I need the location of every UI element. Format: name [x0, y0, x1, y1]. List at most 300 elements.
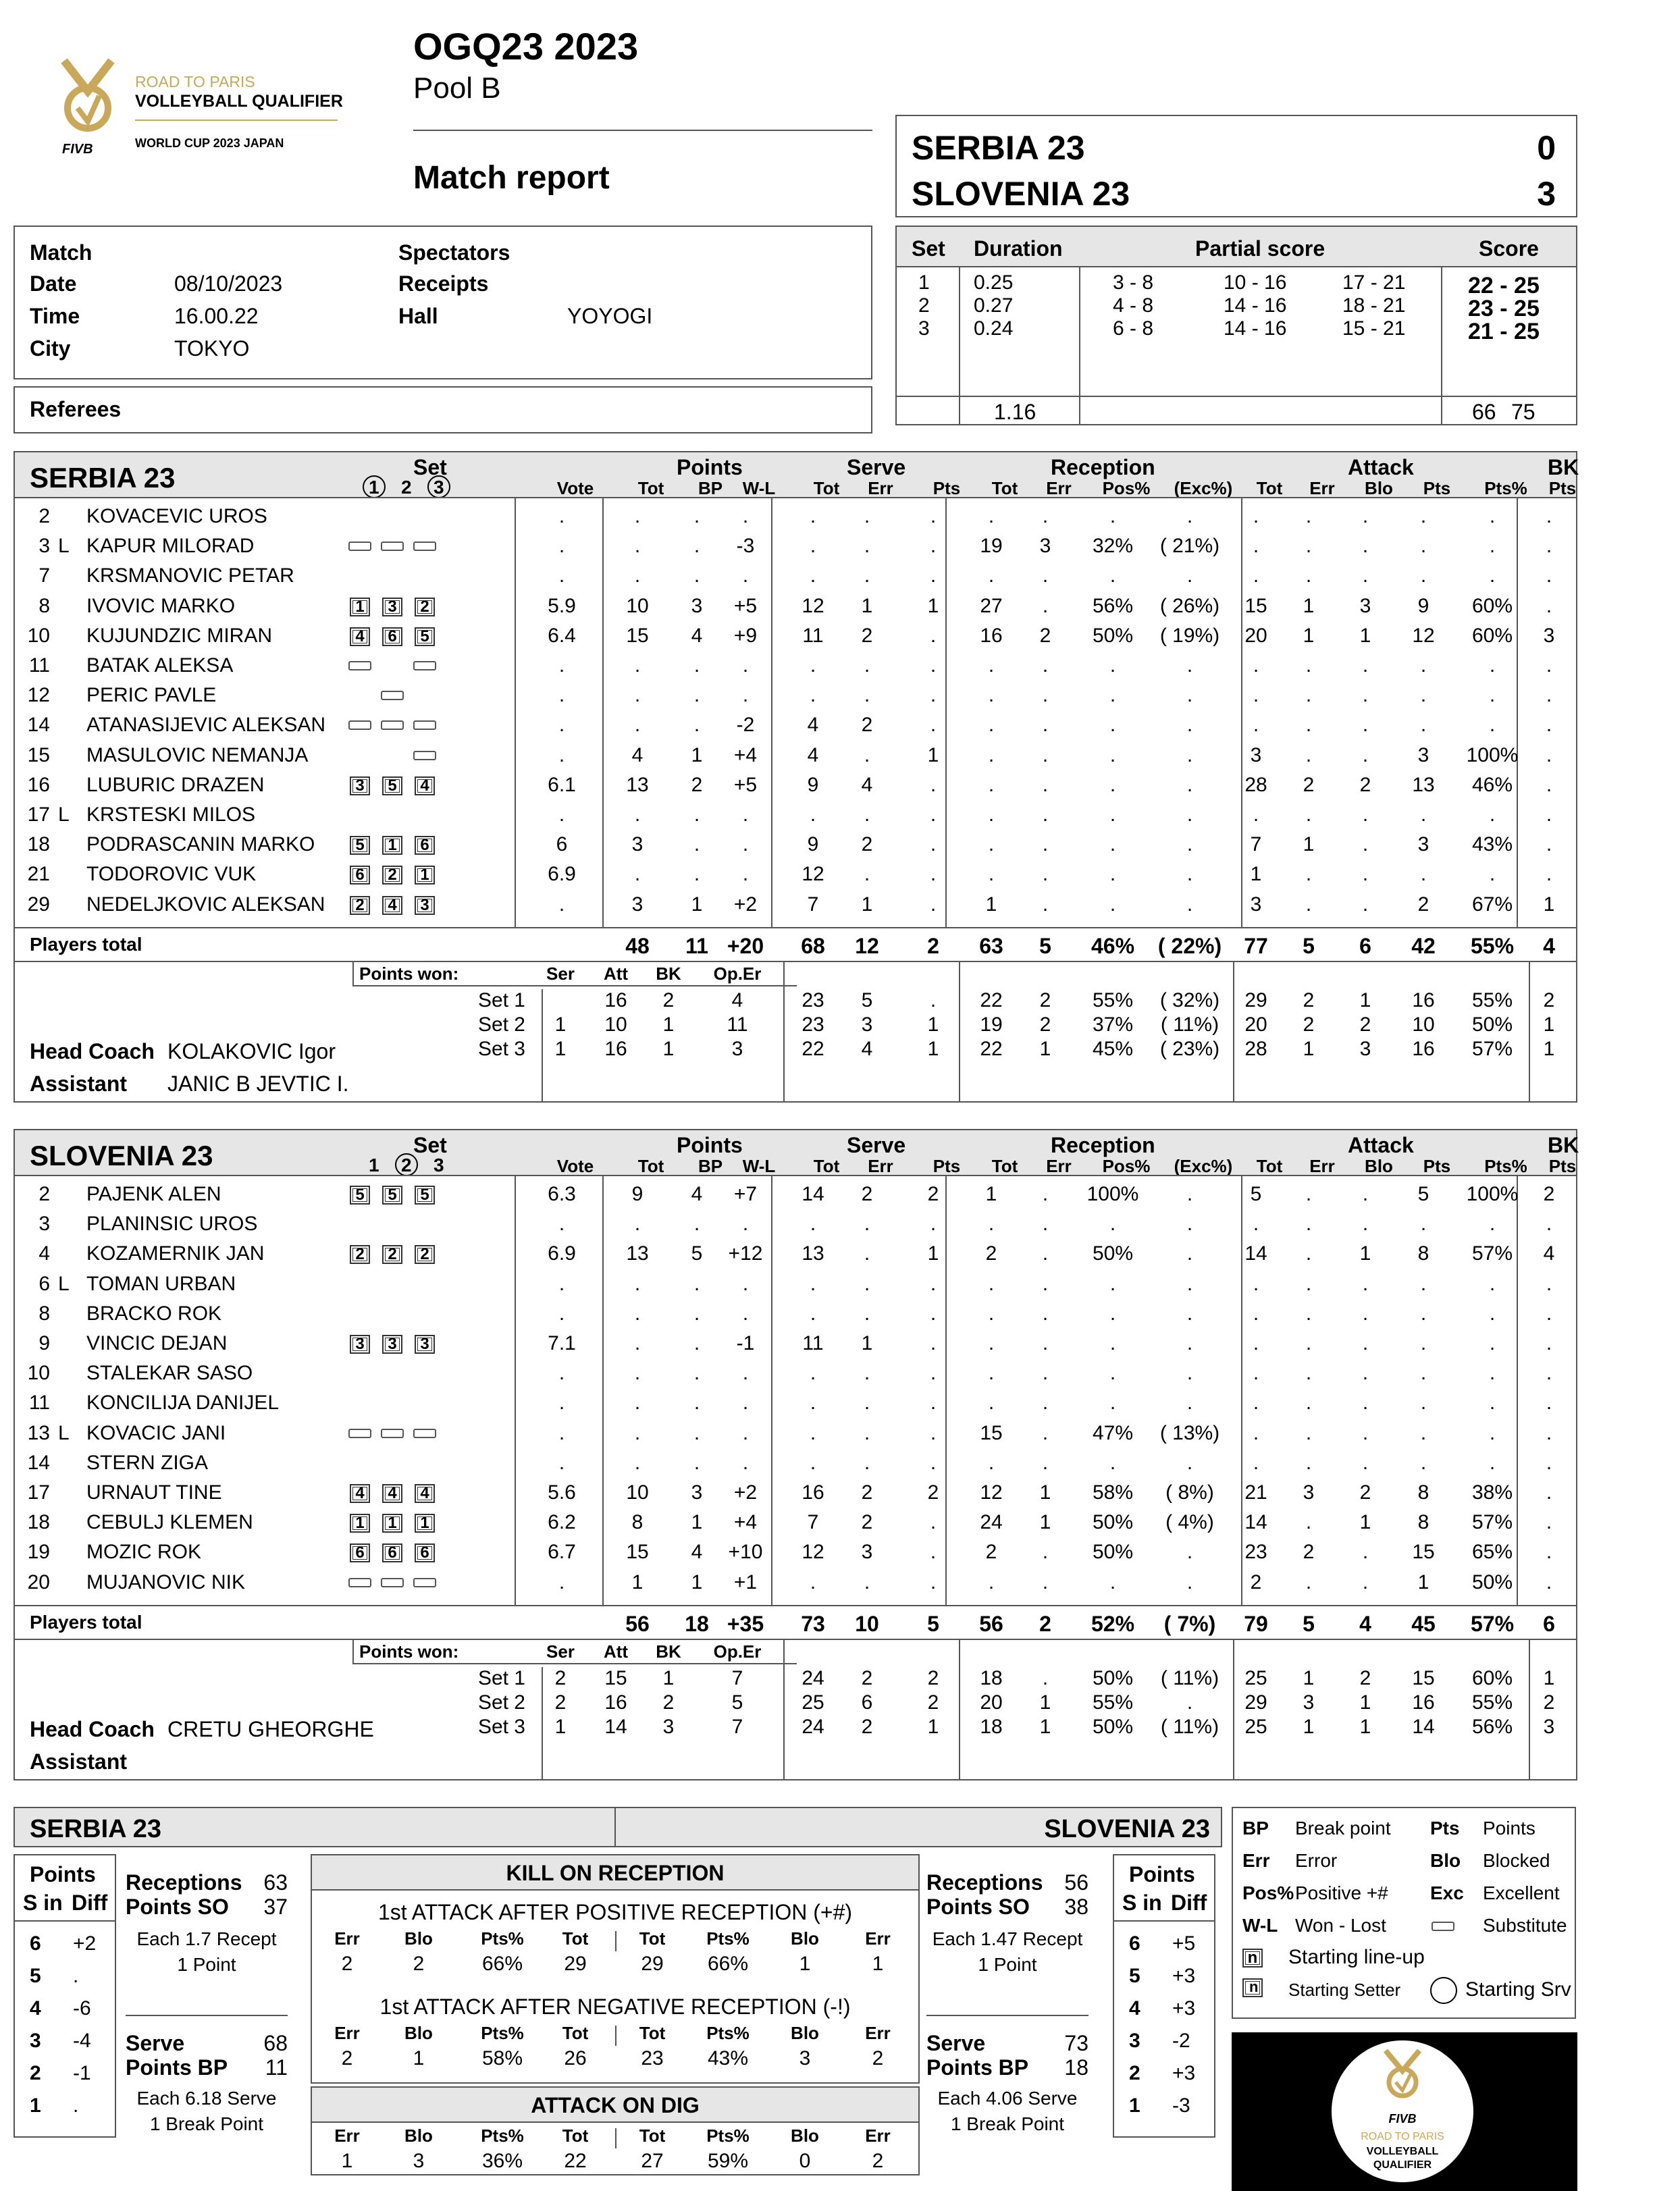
stat-value: . [1305, 893, 1312, 916]
stat-value: . [1186, 893, 1193, 916]
stat-value: 7 [1250, 833, 1262, 856]
stat-value: . [810, 684, 816, 707]
starting-position: 3 [350, 1335, 370, 1354]
team-b-name: SLOVENIA 23 [912, 175, 1130, 213]
left-each2b: 1 Break Point [149, 2113, 264, 2134]
stat-value: -1 [736, 1332, 755, 1354]
stat-value: . [988, 714, 995, 737]
stat-value: . [1109, 1302, 1116, 1325]
kill-col-right: Pts% [706, 2023, 750, 2043]
stat-value: 1 [1303, 594, 1315, 617]
stat-value: . [1362, 743, 1369, 766]
fivb-logo [47, 54, 365, 169]
stat-value: . [1253, 1272, 1259, 1295]
stat-value: 8 [1417, 1511, 1429, 1534]
stat-value: 1 [1417, 1570, 1429, 1593]
stat-value: . [558, 505, 565, 527]
footer-line3: VOLLEYBALL [1366, 2146, 1439, 2157]
player-name: KONCILIJA DANIJEL [86, 1392, 280, 1415]
stat-value: . [693, 1213, 700, 1236]
summary-header [14, 1807, 1222, 1847]
player-row [15, 1213, 1576, 1242]
points-won-value: 10 [604, 1013, 627, 1036]
stat-value: 19 [980, 535, 1003, 558]
set-duration: 0.25 [974, 271, 1014, 294]
set-stat-value: 1 [1543, 1038, 1555, 1060]
legend-key: Err [1242, 1850, 1270, 1871]
stat-value: . [1109, 773, 1116, 796]
stat-value: +5 [733, 594, 758, 617]
stat-value: 28 [1244, 773, 1267, 796]
stats-header [14, 451, 1577, 498]
set-number: 1 [918, 271, 930, 294]
sin-value: 1 [1129, 2094, 1140, 2117]
stat-value: 1 [631, 1570, 644, 1593]
label-date: Date [30, 271, 77, 296]
stat-value: . [1362, 684, 1369, 707]
total-value: 6 [1359, 934, 1371, 958]
points-won-col: Att [603, 963, 629, 984]
starting-position: 5 [350, 836, 370, 855]
col-header: Err [1309, 1156, 1335, 1176]
stat-value: . [864, 535, 870, 558]
stat-value: . [1305, 684, 1312, 707]
stat-value: . [558, 893, 565, 916]
points-won-value: 2 [662, 1691, 675, 1714]
starting-position: 3 [382, 1335, 402, 1354]
stat-value: . [1253, 684, 1259, 707]
right-serve-value: 73 [1064, 2031, 1088, 2055]
starting-position: 3 [415, 896, 435, 915]
stat-value: . [1305, 1362, 1312, 1385]
stat-value: 8 [1417, 1242, 1429, 1265]
stat-value: . [1186, 1570, 1193, 1593]
stat-value: . [1186, 1242, 1193, 1265]
col-header: Pts% [1484, 1156, 1527, 1176]
set-stat-value: 2 [927, 1691, 939, 1714]
stat-value: 1 [1543, 893, 1555, 916]
stat-value: +2 [733, 893, 758, 916]
col-header: Tot [991, 478, 1018, 498]
stat-value: . [1362, 863, 1369, 886]
diff-value: +2 [73, 1932, 97, 1955]
stat-value: . [1489, 684, 1496, 707]
logo-line-1: ROAD TO PARIS [135, 73, 255, 90]
match-city: TOKYO [174, 336, 250, 361]
player-number: 8 [38, 594, 50, 617]
total-value: 55% [1470, 934, 1515, 958]
partial-3: 17 - 21 [1342, 271, 1406, 294]
player-row [15, 1242, 1576, 1272]
stat-value: . [810, 1302, 816, 1325]
starting-position: 4 [415, 776, 435, 795]
set-number: 2 [918, 294, 930, 317]
stat-value: 1 [691, 1570, 703, 1593]
stat-value: 1 [1359, 1511, 1371, 1534]
set-stat-value: 25 [1244, 1667, 1267, 1689]
stat-value: 1 [927, 1242, 939, 1265]
stat-value: . [1362, 1302, 1369, 1325]
stat-value: . [1489, 654, 1496, 677]
starting-position: 2 [415, 1245, 435, 1264]
player-row [15, 714, 1576, 743]
stat-value: . [1109, 505, 1116, 527]
right-bp-value: 18 [1064, 2055, 1088, 2080]
points-won-value: 4 [731, 989, 743, 1011]
set-stat-value: 2 [1543, 1691, 1555, 1714]
player-number: 16 [27, 773, 50, 796]
match-info [14, 226, 872, 379]
set-stat-value: 23 [802, 989, 824, 1011]
right-rec-value: 56 [1064, 1870, 1088, 1895]
header-bk: BK [1548, 1133, 1579, 1157]
stat-value: 4 [1543, 1242, 1555, 1265]
stat-value: . [1305, 743, 1312, 766]
stat-value: 2 [985, 1541, 997, 1564]
set-stat-value: 2 [861, 1667, 873, 1689]
col-header: Tot [813, 1156, 840, 1176]
stat-value: . [634, 1451, 641, 1474]
stat-value: . [742, 833, 749, 856]
set-stat-value: 3 [861, 1013, 873, 1036]
stat-value: 3 [1250, 743, 1262, 766]
stat-value: . [1186, 654, 1193, 677]
stat-value: . [693, 654, 700, 677]
match-hall: YOYOGI [567, 304, 653, 328]
points-won-value: 16 [604, 1038, 627, 1060]
stat-value: 9 [1417, 594, 1429, 617]
set-stat-value: . [930, 989, 937, 1011]
stat-value: 3 [1303, 1481, 1315, 1504]
starting-position: 3 [415, 1335, 435, 1354]
set-stat-value: 2 [927, 1667, 939, 1689]
stat-value: 2 [1543, 1183, 1555, 1205]
stat-value: . [1186, 863, 1193, 886]
stat-value: . [1420, 1421, 1427, 1444]
stat-value: . [1420, 803, 1427, 826]
starting-position: 2 [382, 1245, 402, 1264]
stat-value: 15 [626, 1541, 649, 1564]
stat-value: . [1305, 1332, 1312, 1354]
head-coach-name: CRETU GHEORGHE [167, 1717, 374, 1741]
stat-value: . [1042, 714, 1049, 737]
right-rec-label: Receptions [926, 1870, 1043, 1895]
stat-value: +4 [733, 1511, 758, 1534]
points-won-col: Op.Er [713, 963, 762, 984]
player-name: KRSMANOVIC PETAR [86, 564, 294, 587]
player-number: 10 [27, 624, 50, 647]
legend-srv-circle-icon [1430, 1977, 1457, 2004]
stat-value: 4 [691, 1541, 703, 1564]
stat-value: 13 [626, 773, 649, 796]
left-each1b: 1 Point [177, 1954, 236, 1975]
set-stat-value: 16 [1412, 989, 1435, 1011]
stat-value: 2 [1359, 773, 1371, 796]
points-won-value: 2 [554, 1691, 567, 1714]
stat-value: . [1305, 1272, 1312, 1295]
stat-value: . [930, 803, 937, 826]
stat-value: . [1109, 714, 1116, 737]
stat-value: . [1362, 564, 1369, 587]
match-time: 16.00.22 [174, 304, 259, 328]
players-body [14, 497, 1577, 928]
competition-title: OGQ23 2023 [413, 25, 639, 68]
kill-col-left: Err [334, 1928, 360, 1949]
right-each2b: 1 Break Point [950, 2113, 1065, 2134]
header-set-2: 2 [401, 1155, 412, 1176]
stat-value: 2 [1303, 1541, 1315, 1564]
kill-col-left: Blo [404, 1928, 433, 1949]
stat-value: . [988, 803, 995, 826]
set-stat-value: 18 [980, 1667, 1003, 1689]
header-serve: Serve [847, 1133, 906, 1157]
substitute-icon [413, 720, 436, 730]
points-won-value: 16 [604, 989, 627, 1011]
total-value: 56 [979, 1612, 1003, 1636]
stat-value: 16 [980, 624, 1003, 647]
set-stat-value: 50% [1471, 1013, 1513, 1036]
stat-value: 12 [802, 594, 824, 617]
footer-line2: ROAD TO PARIS [1361, 2131, 1444, 2142]
stat-value: . [1186, 1302, 1193, 1325]
stat-value: . [930, 1511, 937, 1534]
stat-value: . [1305, 1242, 1312, 1265]
player-number: 2 [38, 505, 50, 527]
set-stat-value: 2 [1303, 1013, 1315, 1036]
total-value: 18 [685, 1612, 709, 1636]
head-coach-label: Head Coach [30, 1039, 155, 1063]
total-value: 42 [1411, 934, 1436, 958]
label-spectators: Spectators [398, 240, 510, 265]
stat-value: . [1186, 803, 1193, 826]
right-so-value: 38 [1064, 1895, 1088, 1919]
stat-value: . [742, 1213, 749, 1236]
set-stat-value: 16 [1412, 1691, 1435, 1714]
stat-value: . [693, 863, 700, 886]
player-name: URNAUT TINE [86, 1481, 222, 1504]
player-row [15, 774, 1576, 803]
left-rec-label: Receptions [126, 1870, 242, 1895]
stat-value: . [1042, 1242, 1049, 1265]
stat-value: 14 [1244, 1242, 1267, 1265]
starting-position: 1 [350, 1514, 370, 1533]
set-stat-value: 1 [1039, 1716, 1051, 1738]
points-won-col: BK [656, 1641, 681, 1662]
set-breakdown [14, 1639, 1577, 1780]
starting-position: 1 [382, 1514, 402, 1533]
player-name: PAJENK ALEN [86, 1183, 221, 1205]
stat-value: . [1042, 1272, 1049, 1295]
player-name: PLANINSIC UROS [86, 1213, 258, 1236]
kill-divider [615, 2128, 616, 2148]
stat-value: . [1305, 1421, 1312, 1444]
partial-1: 4 - 8 [1113, 294, 1154, 317]
stat-value: . [864, 684, 870, 707]
set-breakdown [14, 961, 1577, 1103]
kill-col-left: Err [334, 2126, 360, 2146]
points-won-col: BK [656, 963, 681, 984]
stat-value: . [1042, 1570, 1049, 1593]
total-value: ( 22%) [1157, 934, 1222, 958]
points-won-value: 11 [727, 1013, 748, 1036]
stat-value: . [1546, 684, 1552, 707]
stat-value: 50% [1092, 1541, 1134, 1564]
partial-1: 3 - 8 [1113, 271, 1154, 294]
legend-value: Points [1483, 1818, 1535, 1839]
stat-value: . [988, 1570, 995, 1593]
col-header: Tot [637, 1156, 664, 1176]
stat-value: . [634, 505, 641, 527]
stat-value: . [1305, 1451, 1312, 1474]
label-time: Time [30, 304, 80, 328]
stat-value: . [693, 803, 700, 826]
stat-value: 2 [1417, 893, 1429, 916]
stat-value: . [1253, 803, 1259, 826]
set-stat-value: 1 [1359, 989, 1371, 1011]
stat-value: 3 [861, 1541, 873, 1564]
stat-value: . [1109, 893, 1116, 916]
stat-value: . [1489, 1302, 1496, 1325]
stat-value: . [1362, 1332, 1369, 1354]
stat-value: . [742, 684, 749, 707]
player-row [15, 1481, 1576, 1511]
stat-value: 14 [802, 1183, 824, 1205]
stat-value: . [864, 505, 870, 527]
set-stat-value: 29 [1244, 1691, 1267, 1714]
diff-value: -6 [73, 1997, 91, 2020]
stat-value: 2 [861, 624, 873, 647]
set-stat-value: 19 [980, 1013, 1003, 1036]
starting-position: 3 [350, 776, 370, 795]
stat-value: . [1420, 714, 1427, 737]
set-stat-value: 22 [980, 1038, 1003, 1060]
stat-value: 3 [1543, 624, 1555, 647]
points-won-value: 15 [604, 1667, 627, 1689]
stat-value: . [988, 1213, 995, 1236]
stat-value: . [1546, 1541, 1552, 1564]
player-row [15, 833, 1576, 863]
stat-value: . [1109, 743, 1116, 766]
set-score: 22 - 25 [1468, 273, 1540, 298]
stat-value: . [1305, 803, 1312, 826]
substitute-icon [348, 1429, 371, 1438]
stat-value: . [1362, 1183, 1369, 1205]
set-stat-value: ( 32%) [1159, 989, 1220, 1011]
stat-value: . [864, 1421, 870, 1444]
left-serve-value: 68 [263, 2031, 288, 2055]
stat-value: . [1186, 1392, 1193, 1415]
stat-value: . [693, 833, 700, 856]
stat-value: . [634, 684, 641, 707]
stat-value: . [1253, 1392, 1259, 1415]
dig-title: ATTACK ON DIG [531, 2093, 700, 2117]
set-stat-value: 4 [861, 1038, 873, 1060]
footer-fivb: FIVB [1388, 2112, 1417, 2126]
kill-col-left: Pts% [481, 2023, 524, 2043]
kill-value-left: 2 [341, 2047, 353, 2069]
stat-value: . [1489, 1451, 1496, 1474]
kill-value-left: 22 [564, 2150, 587, 2172]
stat-value: . [1109, 863, 1116, 886]
stat-value: . [1489, 1213, 1496, 1236]
substitute-icon [348, 542, 371, 551]
stat-value: . [1489, 564, 1496, 587]
stat-value: 9 [807, 773, 819, 796]
starting-position: 5 [382, 1186, 402, 1205]
player-row [15, 1452, 1576, 1481]
stat-value: . [558, 564, 565, 587]
diff-value: -1 [73, 2062, 91, 2084]
stat-value: . [1186, 1362, 1193, 1385]
kill-col-left: Pts% [481, 2126, 524, 2146]
stat-value: . [558, 535, 565, 558]
kill-col-left: Tot [562, 1928, 589, 1949]
legend-value: Substitute [1483, 1915, 1567, 1936]
stat-value: . [1362, 714, 1369, 737]
col-header: Err [1309, 478, 1335, 498]
kill-value-right: 66% [707, 1953, 749, 1975]
stat-value: . [1042, 1302, 1049, 1325]
stat-value: +1 [733, 1570, 758, 1593]
player-row [15, 1183, 1576, 1213]
sin-value: 3 [30, 2030, 41, 2052]
header-reception: Reception [1051, 1133, 1155, 1157]
stat-value: . [1042, 1541, 1049, 1564]
player-number: 29 [27, 893, 50, 916]
right-each2: Each 4.06 Serve [937, 2088, 1078, 2109]
stat-value: . [634, 1272, 641, 1295]
stat-value: . [1042, 1362, 1049, 1385]
set-stat-value: 1 [1359, 1716, 1371, 1738]
stat-value: 13 [802, 1242, 824, 1265]
sets-header-set: Set [912, 236, 945, 261]
substitute-icon [348, 720, 371, 730]
stat-value: . [930, 863, 937, 886]
set-stat-value: 55% [1471, 989, 1513, 1011]
diff-value: -4 [73, 2030, 91, 2052]
kill-col-right: Err [865, 1928, 891, 1949]
stat-value: . [1546, 654, 1552, 677]
total-points-b: 75 [1511, 400, 1535, 424]
stat-value: 47% [1092, 1421, 1134, 1444]
stat-value: . [988, 1451, 995, 1474]
stat-value: . [1305, 714, 1312, 737]
set-stat-value: 1 [927, 1013, 939, 1036]
stat-value: . [1109, 1332, 1116, 1354]
header-set: Set [413, 455, 447, 479]
legend [1232, 1807, 1576, 2019]
legend-value: Blocked [1483, 1850, 1550, 1871]
sin-value: 2 [30, 2062, 41, 2084]
set-stat-value: 3 [1543, 1716, 1555, 1738]
player-number: 13 [27, 1421, 50, 1444]
stat-value: . [1253, 535, 1259, 558]
legend-key: W-L [1242, 1915, 1278, 1936]
match-date: 08/10/2023 [174, 271, 283, 296]
set-stat-value: 24 [802, 1716, 824, 1738]
player-name: KOVACEVIC UROS [86, 505, 267, 527]
player-row [15, 1362, 1576, 1392]
player-name: MOZIC ROK [86, 1541, 201, 1564]
legend-key: Pts [1430, 1818, 1460, 1839]
stat-value: 100% [1466, 743, 1519, 766]
stat-value: 8 [631, 1511, 644, 1534]
stat-value: 11 [802, 1332, 824, 1354]
stat-value: 1 [861, 1332, 873, 1354]
kill-value-left: 26 [564, 2047, 587, 2069]
negative-title: 1st ATTACK AFTER NEGATIVE RECEPTION (-!) [379, 1995, 851, 2019]
player-name: MASULOVIC NEMANJA [86, 743, 309, 766]
